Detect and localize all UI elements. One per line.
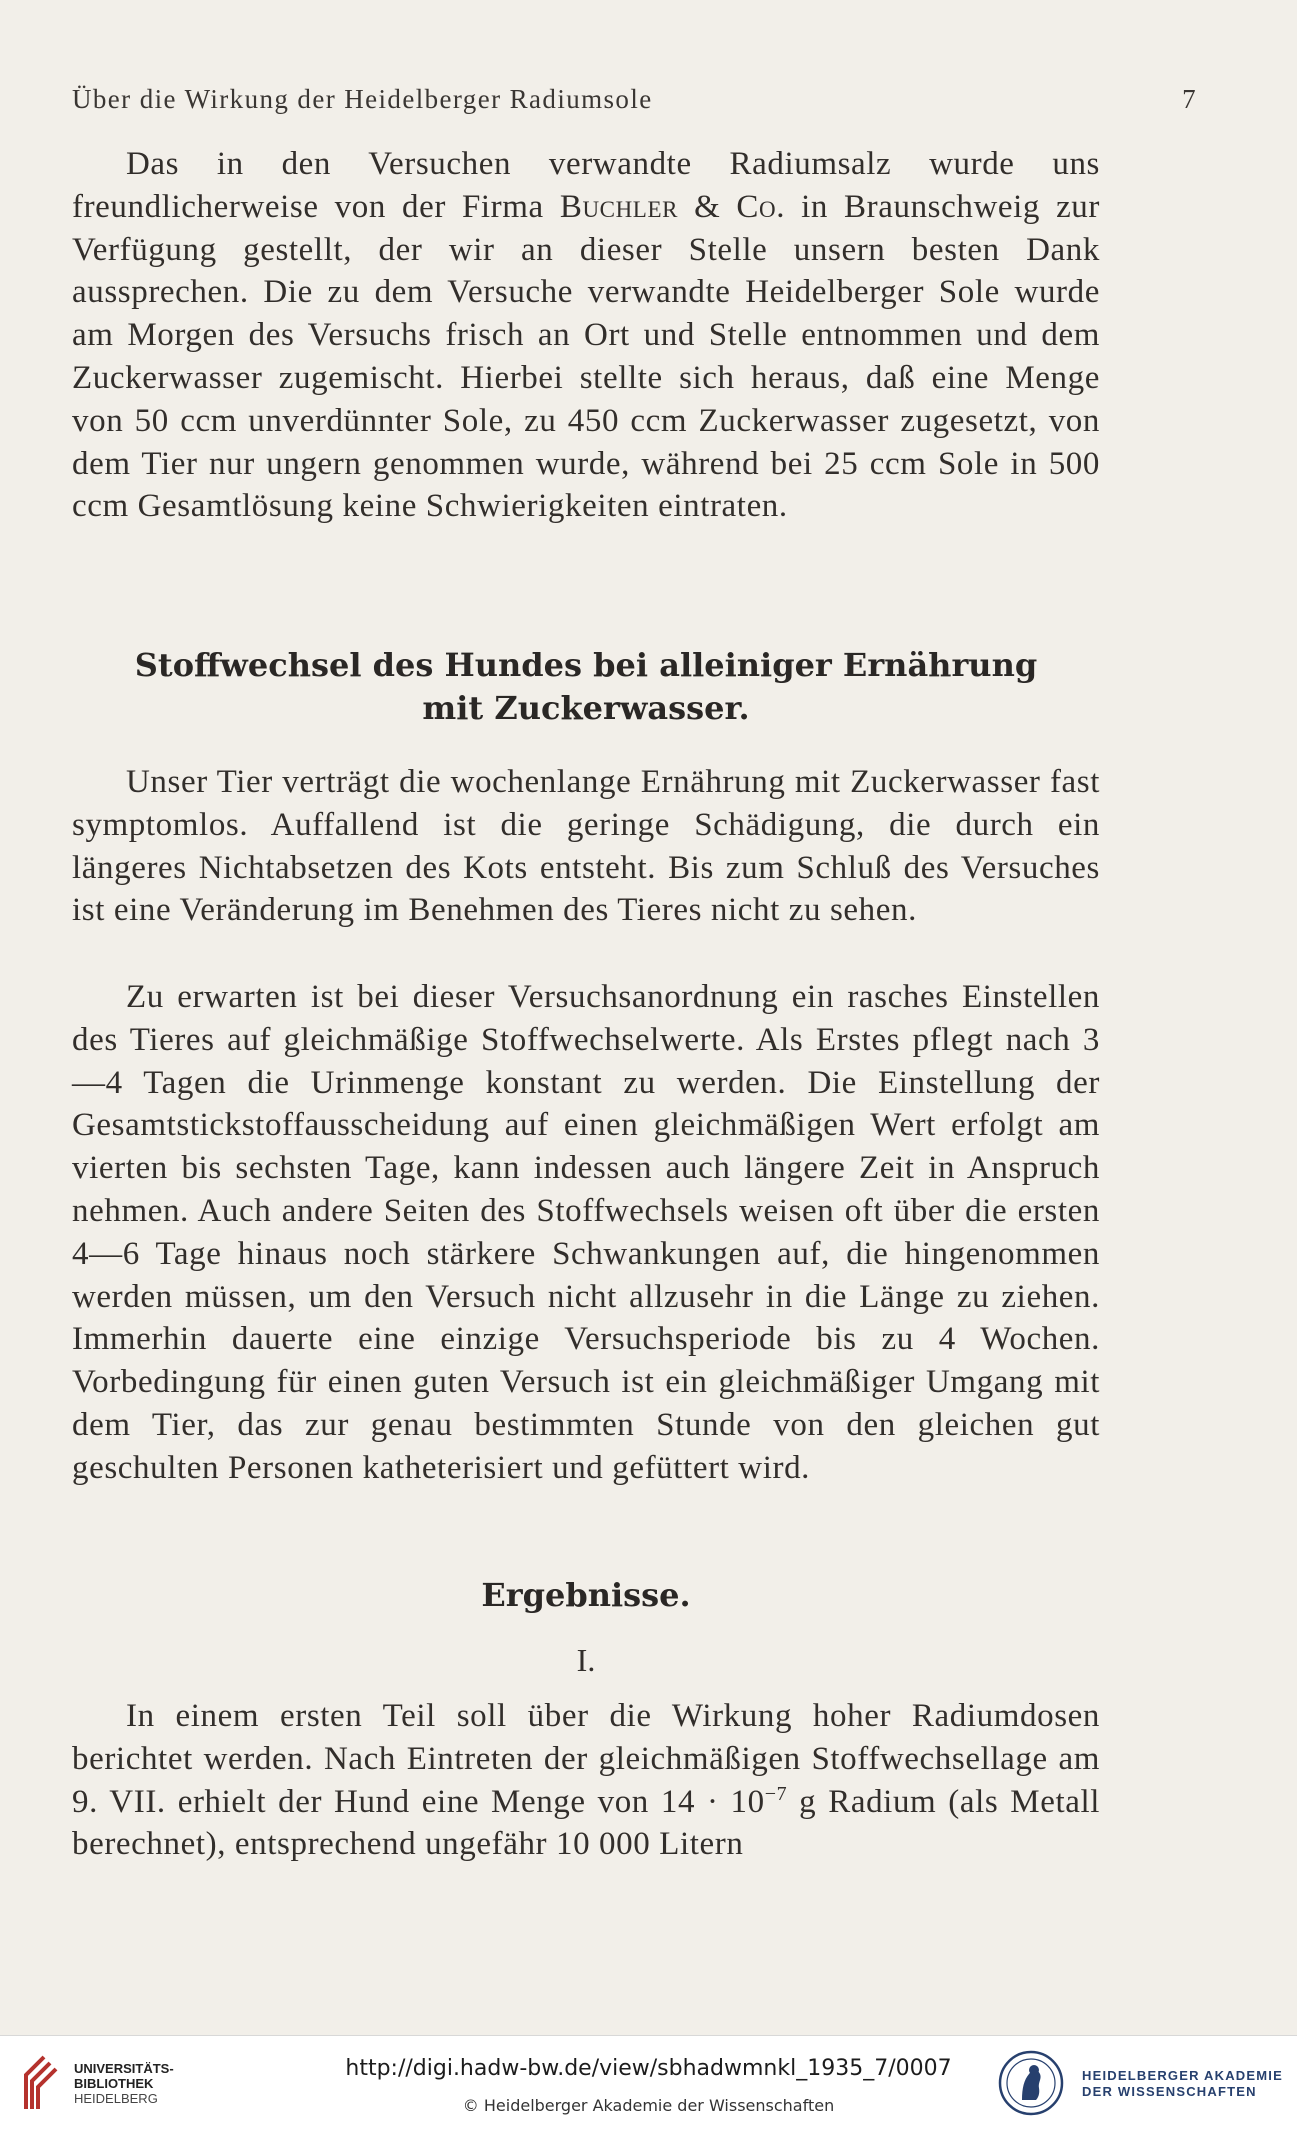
academy-seal-icon — [998, 2050, 1064, 2116]
paragraph-1-text-b: in Braunschweig zur Verfügung gestellt, der wir an dieser Stelle unsern besten Dank aussprechen. Die zu dem Versuche verwandte Heidelberger Sole wurde am Morgen des Versuchs frisch an Ort und Stelle entnommen und dem Zuckerwasser zugemischt. Hierbei stellte sich heraus, daß eine Menge von 50 ccm unverdünnter Sole, zu 450 ccm Zuckerwasser zugesetzt, von dem Tier nur ungern genommen wurde, während bei 25 ccm Sole in 500 ccm Gesamtlösung keine Schwierigkeiten eintraten. — [72, 188, 1100, 525]
running-head — [72, 84, 1197, 115]
paragraph-4 — [72, 1695, 1100, 1866]
exponent: −7 — [764, 1782, 788, 1805]
heading-line-1: Stoffwechsel des Hundes bei alleiniger Ernährung — [134, 646, 1038, 684]
section-heading-ergebnisse: Ergebnisse. — [481, 1576, 691, 1614]
paragraph-2 — [72, 761, 1100, 932]
paragraph-1-text-a: Das in den Versuchen verwandte Radiumsalz wurde uns freundlicherweise von der Firma — [72, 146, 1100, 225]
heading-line-2: mit Zuckerwasser. — [422, 689, 750, 727]
page-number: 7 — [1182, 84, 1197, 114]
running-head-title: Über die Wirkung der Heidelberger Radiumsole — [72, 84, 653, 114]
academy-line-1: HEIDELBERGER AKADEMIE — [1082, 2068, 1283, 2083]
firm-name: Buchler & Co. — [559, 188, 786, 225]
paragraph-2-text: Unser Tier verträgt die wochenlange Ernährung mit Zuckerwasser fast symptomlos. Auffallend ist die geringe Schädigung, die durch ein längeres Nichtabsetzen des Kots entsteht. Bis zum Schluß des Versuches ist eine Veränderung im Benehmen des Tieres nicht zu sehen. — [72, 764, 1100, 929]
academy-name — [1082, 2068, 1283, 2100]
section-heading-stoffwechsel — [72, 644, 1100, 730]
library-line-3: HEIDELBERG — [74, 2091, 158, 2106]
section-number: I. — [576, 1642, 596, 1678]
copyright-notice: © Heidelberger Akademie der Wissenschaften — [462, 2096, 835, 2115]
paragraph-1 — [72, 143, 1100, 528]
paragraph-3 — [72, 976, 1100, 1490]
paragraph-3-text: Zu erwarten ist bei dieser Versuchsanordnung ein rasches Einstellen des Tieres auf gleichmäßige Stoffwechselwerte. Als Erstes pflegt nach 3—4 Tagen die Urinmenge konstant zu werden. Die Einstellung der Gesamtstickstoffausscheidung auf einen gleichmäßigen Wert erfolgt am vierten bis sechsten Tage, kann indessen auch längere Zeit in Anspruch nehmen. Auch andere Seiten des Stoffwechsels weisen oft über die ersten 4—6 Tage hinaus noch stärkere Schwankungen auf, die hingenommen werden müssen, um den Versuch nicht allzusehr in die Länge zu ziehen. Immerhin dauerte eine einzige Versuchsperiode bis zu 4 Wochen. Vorbedingung für einen guten Versuch ist ein gleichmäßiger Umgang mit dem Tier, das zur genau bestimmten Stunde von den gleichen gut geschulten Personen katheterisiert und gefüttert wird. — [72, 979, 1100, 1486]
paragraph-4-text-b: g Radium (als Metall berechnet), entsprechend ungefähr 10 000 Litern — [72, 1783, 1100, 1863]
academy-line-2: DER WISSENSCHAFTEN — [1082, 2084, 1257, 2099]
footer-bar — [0, 2035, 1297, 2129]
library-line-2: BIBLIOTHEK — [74, 2076, 154, 2091]
paragraph-4-text-a: In einem ersten Teil soll über die Wirkung hoher Radiumdosen berichtet werden. Nach Eintreten der gleichmäßigen Stoffwechsellage am 9. VII. erhielt der Hund eine Menge von 14 · 10 — [72, 1698, 1100, 1820]
library-line-1: UNIVERSITÄTS- — [74, 2061, 174, 2076]
permalink-url[interactable]: http://digi.hadw-bw.de/view/sbhadwmnkl_1935_7/0007 — [345, 2056, 952, 2081]
